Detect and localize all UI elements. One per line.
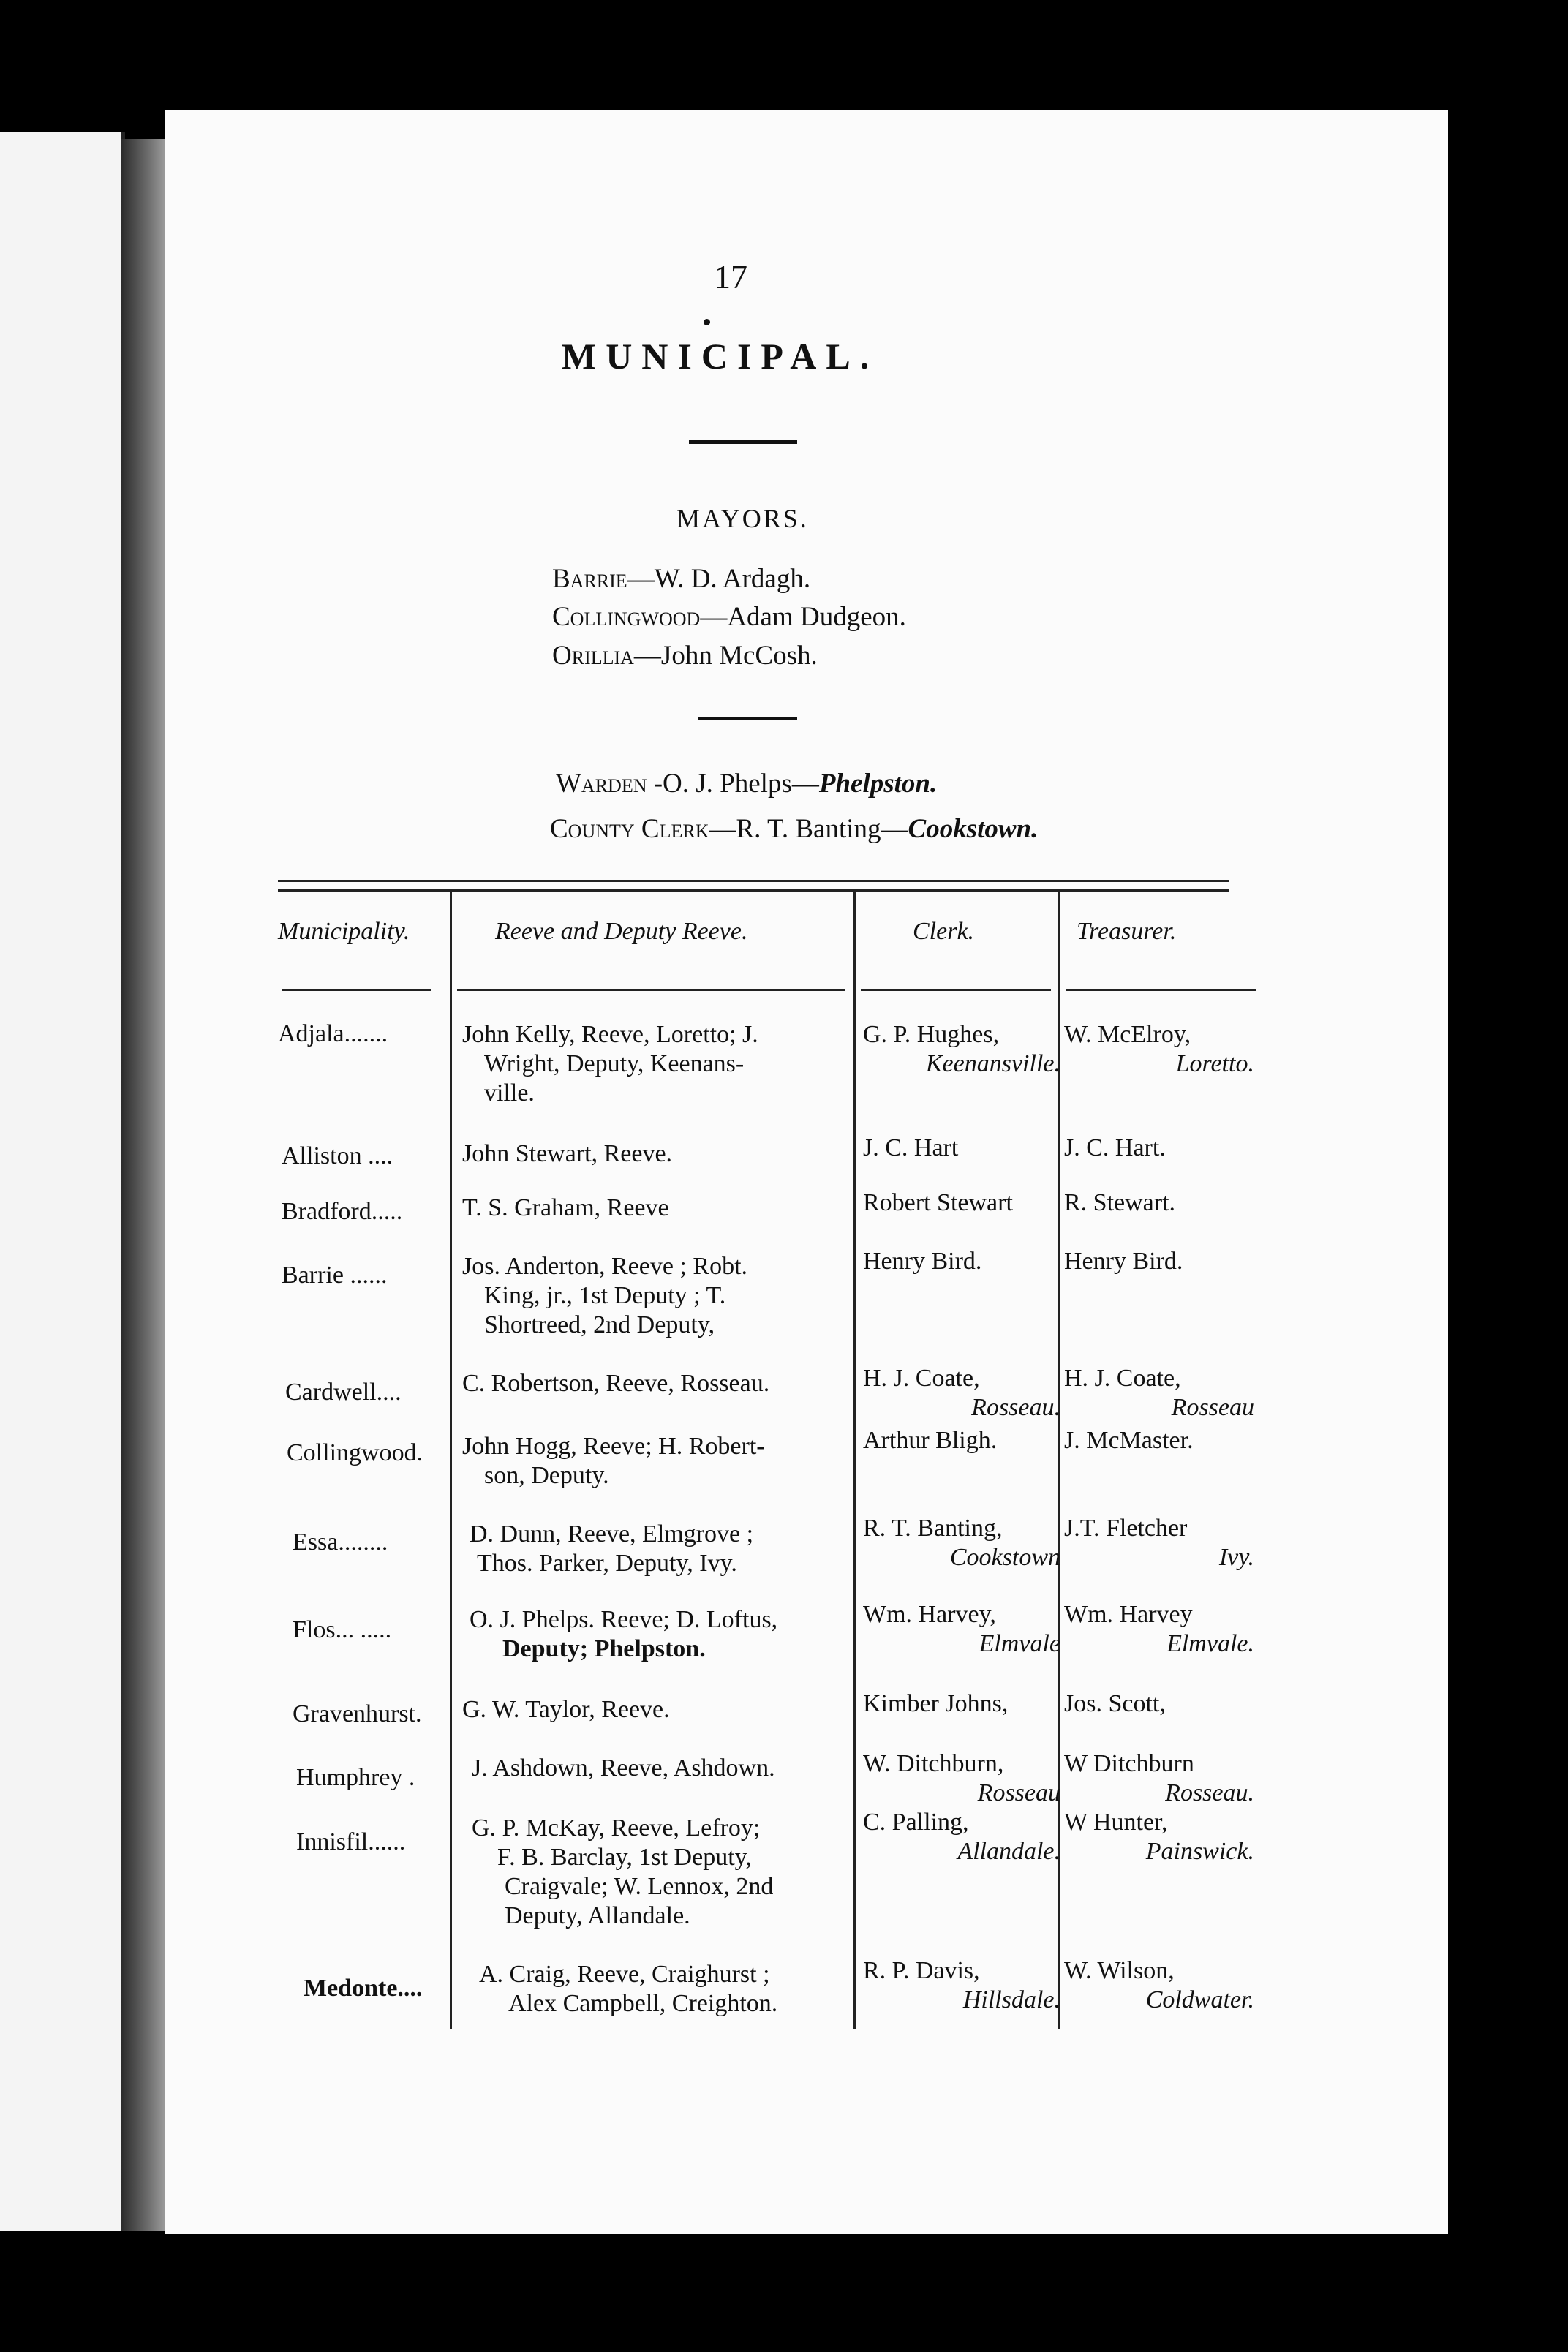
reeve-line: J. Ashdown, Reeve, Ashdown. — [472, 1754, 775, 1782]
county-clerk-text: —R. T. Banting— — [709, 814, 908, 844]
clerk-name: G. P. Hughes, — [863, 1021, 1000, 1048]
municipality-name: Adjala....... — [278, 1020, 388, 1047]
clerk-name: C. Palling, — [863, 1809, 969, 1836]
reeve-line: G. W. Taylor, Reeve. — [462, 1696, 670, 1723]
municipality-name: Gravenhurst. — [293, 1700, 422, 1727]
clerk-cell — [863, 1956, 1060, 2015]
clerk-name: R. P. Davis, — [863, 1957, 980, 1984]
treasurer-place: Loretto. — [1175, 1050, 1254, 1077]
reeve-cell — [462, 1432, 861, 1490]
mayor-place: Collingwood — [552, 602, 701, 632]
reeve-cell — [462, 1252, 861, 1340]
reeve-line: Craigvale; W. Lennox, 2nd — [505, 1873, 774, 1900]
mayor-line — [552, 640, 818, 671]
reeve-cell — [462, 1369, 861, 1398]
reeve-line: Wright, Deputy, Keenans- — [484, 1050, 745, 1077]
clerk-place: Cookstown — [949, 1544, 1060, 1571]
municipality-name: Barrie ...... — [282, 1262, 388, 1289]
municipality-name: Cardwell.... — [285, 1379, 402, 1406]
column-header-clerk: Clerk. — [913, 918, 975, 945]
treasurer-name: J. C. Hart. — [1064, 1134, 1166, 1161]
clerk-name: W. Ditchburn, — [863, 1750, 1004, 1777]
treasurer-name: W. Wilson, — [1064, 1957, 1175, 1984]
reeve-line: D. Dunn, Reeve, Elmgrove ; — [470, 1520, 754, 1548]
reeve-cell — [462, 1139, 861, 1169]
mayor-line — [552, 601, 906, 633]
treasurer-cell — [1064, 1808, 1254, 1866]
clerk-cell — [863, 1188, 1060, 1218]
reeve-line: John Hogg, Reeve; H. Robert- — [462, 1433, 765, 1460]
header-underline — [861, 989, 1051, 991]
title-rule — [689, 440, 797, 444]
treasurer-cell — [1064, 1364, 1254, 1422]
clerk-name: Robert Stewart — [863, 1189, 1013, 1216]
treasurer-cell — [1064, 1956, 1254, 2015]
treasurer-cell — [1064, 1514, 1254, 1572]
reeve-line: C. Robertson, Reeve, Rosseau. — [462, 1370, 770, 1397]
table-top-rule-2 — [278, 889, 1229, 892]
reeve-line: T. S. Graham, Reeve — [462, 1194, 669, 1221]
treasurer-name: Wm. Harvey — [1064, 1601, 1193, 1628]
clerk-place: Allandale. — [957, 1838, 1060, 1865]
warden-place: Phelpston. — [818, 769, 938, 799]
reeve-line: G. P. McKay, Reeve, Lefroy; — [472, 1814, 761, 1842]
reeve-cell — [462, 1020, 861, 1108]
municipality-name: Flos... ..... — [293, 1616, 392, 1643]
clerk-place: Hillsdale. — [962, 1986, 1060, 2013]
clerk-place: Rosseau — [977, 1779, 1060, 1806]
reeve-line: O. J. Phelps. Reeve; D. Loftus, — [470, 1606, 778, 1633]
treasurer-name: Henry Bird. — [1064, 1248, 1183, 1275]
header-underline — [282, 989, 431, 991]
county-clerk-line — [550, 813, 1038, 845]
clerk-name: R. T. Banting, — [863, 1515, 1003, 1542]
treasurer-place: Painswick. — [1145, 1838, 1254, 1865]
municipality-name: Bradford..... — [282, 1198, 403, 1225]
reeve-line: Alex Campbell, Creighton. — [508, 1990, 778, 2017]
treasurer-place: Elmvale. — [1166, 1630, 1254, 1657]
page-number: 17 — [714, 258, 747, 295]
treasurer-name: J. McMaster. — [1064, 1427, 1194, 1454]
county-clerk-place: Cookstown. — [908, 814, 1039, 844]
municipality-name: Collingwood. — [287, 1439, 423, 1466]
treasurer-cell — [1064, 1020, 1254, 1079]
municipality-name: Humphrey . — [296, 1764, 415, 1791]
reeve-line: F. B. Barclay, 1st Deputy, — [497, 1844, 752, 1871]
header-underline — [1066, 989, 1256, 991]
treasurer-name: H. J. Coate, — [1064, 1365, 1181, 1392]
clerk-cell — [863, 1426, 1060, 1455]
ornament-dot — [704, 319, 710, 325]
reeve-cell — [462, 1695, 861, 1725]
warden-line — [556, 768, 937, 799]
treasurer-name: W. McElroy, — [1064, 1021, 1191, 1048]
clerk-name: Arthur Bligh. — [863, 1427, 998, 1454]
treasurer-name: J.T. Fletcher — [1064, 1515, 1188, 1542]
reeve-line: son, Deputy. — [484, 1462, 609, 1489]
clerk-cell — [863, 1808, 1060, 1866]
reeve-cell — [462, 1194, 861, 1223]
mayor-name: —W. D. Ardagh. — [627, 564, 811, 594]
warden-text: -O. J. Phelps— — [647, 769, 819, 799]
clerk-place: Rosseau. — [971, 1394, 1060, 1421]
reeve-line: Deputy, Allandale. — [505, 1902, 690, 1929]
clerk-name: J. C. Hart — [863, 1134, 959, 1161]
clerk-cell — [863, 1020, 1060, 1079]
clerk-cell — [863, 1364, 1060, 1422]
reeve-line: Thos. Parker, Deputy, Ivy. — [477, 1550, 737, 1577]
clerk-cell — [863, 1134, 1060, 1163]
clerk-place: Keenansville. — [925, 1050, 1060, 1077]
treasurer-name: R. Stewart. — [1064, 1189, 1176, 1216]
treasurer-place: Coldwater. — [1145, 1986, 1254, 2013]
reeve-line: John Kelly, Reeve, Loretto; J. — [462, 1021, 758, 1048]
clerk-name: H. J. Coate, — [863, 1365, 980, 1392]
header-underline — [457, 989, 845, 991]
treasurer-cell — [1064, 1600, 1254, 1659]
reeve-cell — [470, 1605, 868, 1664]
mayor-line — [552, 563, 810, 595]
treasurer-place: Ivy. — [1218, 1544, 1254, 1571]
page-gutter-shadow — [121, 139, 165, 2231]
mayor-place: Barrie — [552, 564, 627, 594]
reeve-line: Deputy; Phelpston. — [502, 1635, 706, 1662]
page-title: MUNICIPAL. — [562, 336, 879, 377]
table-top-rule — [278, 880, 1229, 882]
municipality-name: Alliston .... — [282, 1142, 393, 1169]
municipality-name: Innisfil...... — [296, 1828, 406, 1855]
county-clerk-label: County Clerk — [550, 814, 709, 844]
clerk-place: Elmvale — [979, 1630, 1060, 1657]
column-divider — [450, 892, 452, 2029]
mayors-heading: MAYORS. — [676, 504, 809, 533]
municipality-name: Essa........ — [293, 1529, 388, 1556]
mayor-place: Orillia — [552, 641, 634, 671]
municipality-name: Medonte.... — [304, 1975, 423, 2002]
treasurer-place: Rosseau. — [1165, 1779, 1254, 1806]
reeve-line: Jos. Anderton, Reeve ; Robt. — [462, 1253, 748, 1280]
treasurer-cell — [1064, 1749, 1254, 1808]
mayor-name: —John McCosh. — [633, 641, 818, 671]
mayor-name: —Adam Dudgeon. — [700, 602, 906, 632]
treasurer-cell — [1064, 1134, 1254, 1163]
treasurer-cell — [1064, 1188, 1254, 1218]
reeve-cell — [479, 1960, 878, 2019]
treasurer-name: W Hunter, — [1064, 1809, 1168, 1836]
clerk-cell — [863, 1689, 1060, 1719]
clerk-cell — [863, 1749, 1060, 1808]
warden-label: Warden — [556, 769, 647, 799]
clerk-cell — [863, 1600, 1060, 1659]
reeve-line: Shortreed, 2nd Deputy, — [484, 1311, 715, 1338]
column-header-reeve: Reeve and Deputy Reeve. — [495, 918, 748, 945]
mayors-rule — [698, 717, 797, 720]
left-page-edge — [0, 132, 125, 2231]
treasurer-place: Rosseau — [1171, 1394, 1254, 1421]
reeve-line: ville. — [484, 1079, 535, 1107]
reeve-cell — [472, 1814, 870, 1931]
clerk-name: Wm. Harvey, — [863, 1601, 996, 1628]
column-header-municipality: Municipality. — [278, 918, 410, 945]
reeve-cell — [470, 1520, 868, 1578]
clerk-name: Kimber Johns, — [863, 1690, 1009, 1717]
clerk-cell — [863, 1514, 1060, 1572]
treasurer-name: W Ditchburn — [1064, 1750, 1194, 1777]
reeve-line: A. Craig, Reeve, Craighurst ; — [479, 1961, 770, 1988]
treasurer-cell — [1064, 1426, 1254, 1455]
treasurer-name: Jos. Scott, — [1064, 1690, 1166, 1717]
treasurer-cell — [1064, 1689, 1254, 1719]
reeve-line: King, jr., 1st Deputy ; T. — [484, 1282, 726, 1309]
reeve-line: John Stewart, Reeve. — [462, 1140, 673, 1167]
reeve-cell — [472, 1754, 870, 1783]
column-header-treasurer: Treasurer. — [1077, 918, 1177, 945]
treasurer-cell — [1064, 1247, 1254, 1276]
clerk-name: Henry Bird. — [863, 1248, 982, 1275]
clerk-cell — [863, 1247, 1060, 1276]
